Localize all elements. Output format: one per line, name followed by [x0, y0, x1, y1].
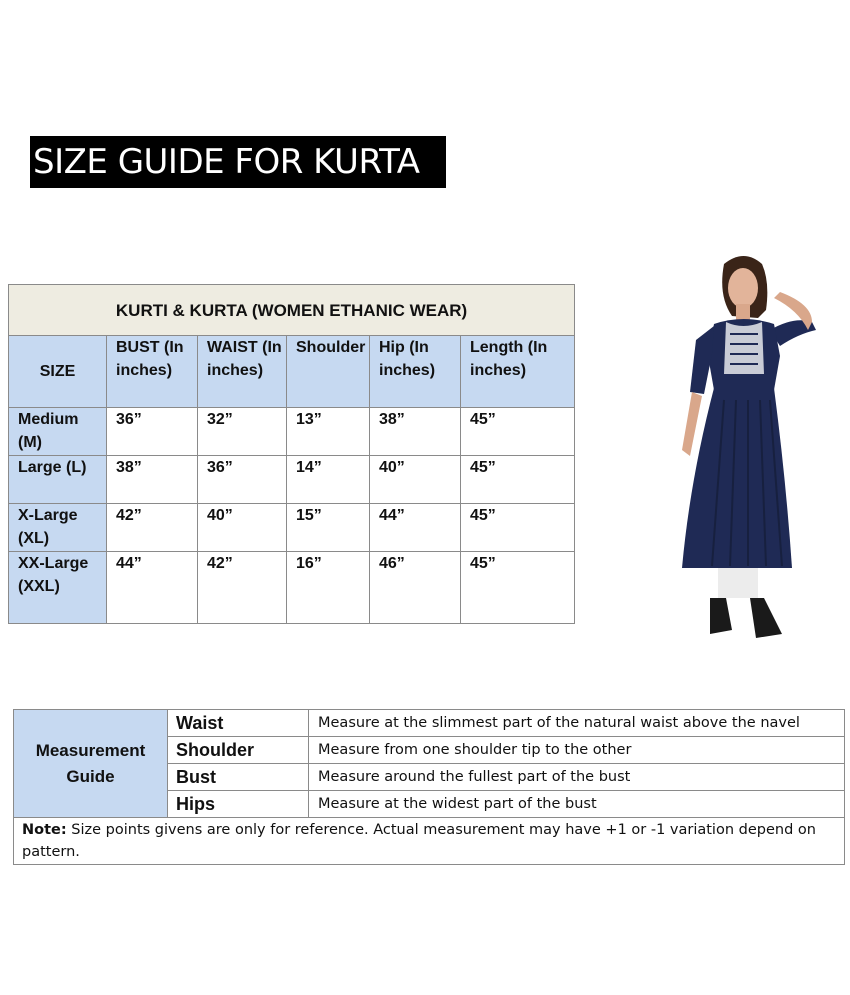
neck-shape — [736, 304, 750, 320]
cell-bust: 36” — [107, 408, 198, 456]
row-size-label: Medium (M) — [9, 408, 107, 456]
cell-waist: 32” — [198, 408, 287, 456]
cell-hip: 46” — [370, 552, 461, 624]
guide-term: Shoulder — [168, 737, 309, 764]
cell-bust: 42” — [107, 504, 198, 552]
embroidery-yoke — [724, 322, 764, 374]
header-bust: BUST (In inches) — [107, 336, 198, 408]
cell-bust: 38” — [107, 456, 198, 504]
cell-length: 45” — [461, 456, 575, 504]
note-row — [14, 818, 845, 865]
cell-waist: 40” — [198, 504, 287, 552]
cell-hip: 40” — [370, 456, 461, 504]
cell-hip: 38” — [370, 408, 461, 456]
table-row — [9, 504, 575, 552]
row-size-label: Large (L) — [9, 456, 107, 504]
size-chart-table — [8, 284, 575, 624]
white-pants — [718, 568, 758, 598]
cell-waist: 36” — [198, 456, 287, 504]
right-shoe — [750, 598, 782, 638]
header-hip: Hip (In inches) — [370, 336, 461, 408]
cell-shoulder: 13” — [287, 408, 370, 456]
left-shoe — [710, 598, 732, 634]
note-label: Note: — [22, 822, 67, 838]
table-row — [9, 456, 575, 504]
header-size: SIZE — [9, 336, 107, 408]
row-size-label: XX-Large (XXL) — [9, 552, 107, 624]
cell-shoulder: 15” — [287, 504, 370, 552]
guide-description: Measure at the slimmest part of the natural waist above the navel — [309, 710, 845, 737]
left-forearm — [682, 392, 702, 456]
header-shoulder: Shoulder — [287, 336, 370, 408]
guide-term: Hips — [168, 791, 309, 818]
guide-term: Bust — [168, 764, 309, 791]
table-row — [9, 408, 575, 456]
guide-row — [14, 710, 845, 737]
face-shape — [728, 268, 758, 308]
cell-length: 45” — [461, 408, 575, 456]
cell-length: 45” — [461, 552, 575, 624]
model-wearing-kurta-image — [662, 250, 832, 650]
cell-hip: 44” — [370, 504, 461, 552]
cell-shoulder: 16” — [287, 552, 370, 624]
row-size-label: X-Large (XL) — [9, 504, 107, 552]
left-sleeve — [690, 326, 714, 394]
measurement-guide-table — [13, 709, 845, 865]
size-table-header-row — [9, 336, 575, 408]
header-length: Length (In inches) — [461, 336, 575, 408]
header-waist: WAIST (In inches) — [198, 336, 287, 408]
cell-bust: 44” — [107, 552, 198, 624]
measurement-guide-label: Measurement Guide — [14, 710, 168, 818]
note-text — [14, 818, 845, 865]
page-title: SIZE GUIDE FOR KURTA — [30, 136, 446, 188]
note-body: Size points givens are only for reference. Actual measurement may have +1 or -1 variation depend on pattern. — [22, 822, 816, 860]
cell-waist: 42” — [198, 552, 287, 624]
guide-description: Measure around the fullest part of the bust — [309, 764, 845, 791]
cell-length: 45” — [461, 504, 575, 552]
size-table-caption: KURTI & KURTA (WOMEN ETHANIC WEAR) — [9, 285, 575, 336]
cell-shoulder: 14” — [287, 456, 370, 504]
guide-description: Measure at the widest part of the bust — [309, 791, 845, 818]
guide-description: Measure from one shoulder tip to the other — [309, 737, 845, 764]
table-row — [9, 552, 575, 624]
guide-term: Waist — [168, 710, 309, 737]
